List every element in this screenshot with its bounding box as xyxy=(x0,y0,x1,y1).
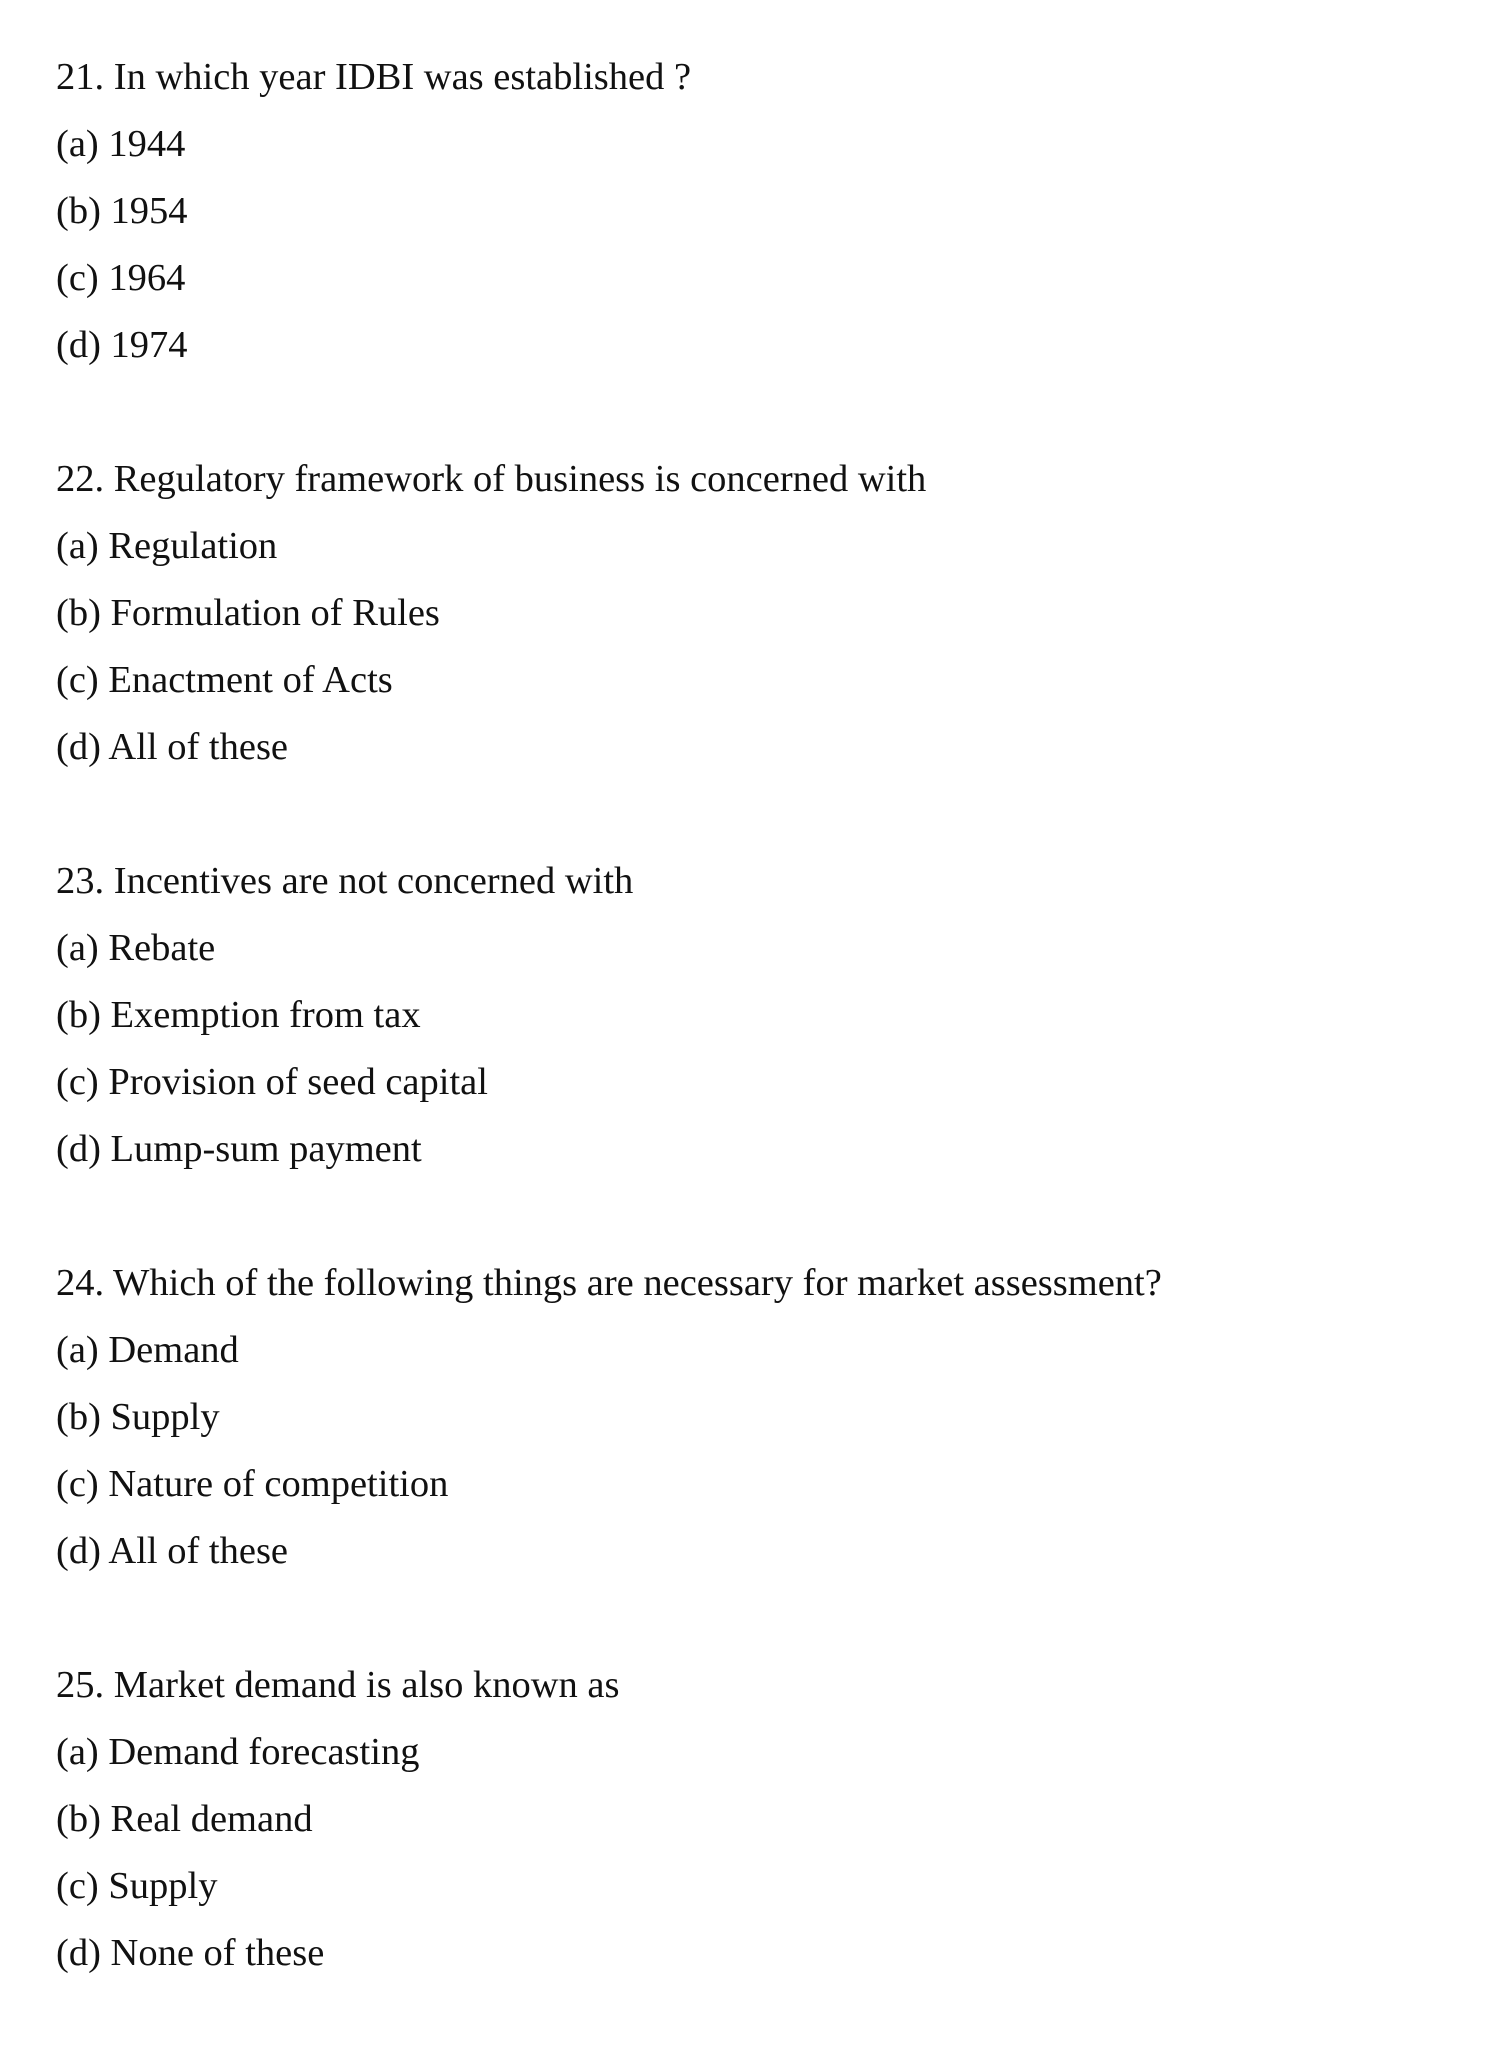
question-text: 21. In which year IDBI was established ? xyxy=(56,56,692,98)
question-text: 25. Market demand is also known as xyxy=(56,1664,620,1706)
answer-option: (d) All of these xyxy=(56,726,289,768)
answer-option: (c) Enactment of Acts xyxy=(56,659,393,701)
answer-option: (c) 1964 xyxy=(56,257,186,299)
question-text: 24. Which of the following things are necessary for market assessment? xyxy=(56,1262,1162,1304)
answer-option: (c) Provision of seed capital xyxy=(56,1061,488,1103)
answer-option: (d) Lump-sum payment xyxy=(56,1128,422,1170)
question-block xyxy=(56,1250,1505,1585)
answer-option: (b) Exemption from tax xyxy=(56,994,421,1036)
question-page xyxy=(56,44,1505,2054)
answer-option: (a) Demand xyxy=(56,1329,239,1371)
answer-option: (b) Formulation of Rules xyxy=(56,592,440,634)
answer-option: (a) Rebate xyxy=(56,927,216,969)
question-text: 23. Incentives are not concerned with xyxy=(56,860,634,902)
question-text: 22. Regulatory framework of business is concerned with xyxy=(56,458,927,500)
answer-option: (c) Nature of competition xyxy=(56,1463,449,1505)
answer-option: (c) Supply xyxy=(56,1865,218,1907)
answer-option: (b) Supply xyxy=(56,1396,220,1438)
answer-option: (d) None of these xyxy=(56,1932,325,1974)
answer-option: (b) Real demand xyxy=(56,1798,313,1840)
question-block xyxy=(56,848,1505,1183)
answer-option: (a) 1944 xyxy=(56,123,186,165)
question-block xyxy=(56,1652,1505,1987)
answer-option: (b) 1954 xyxy=(56,190,188,232)
answer-option: (d) All of these xyxy=(56,1530,289,1572)
answer-option: (d) 1974 xyxy=(56,324,188,366)
question-block xyxy=(56,446,1505,781)
answer-option: (a) Demand forecasting xyxy=(56,1731,420,1773)
question-block xyxy=(56,44,1505,379)
answer-option: (a) Regulation xyxy=(56,525,278,567)
